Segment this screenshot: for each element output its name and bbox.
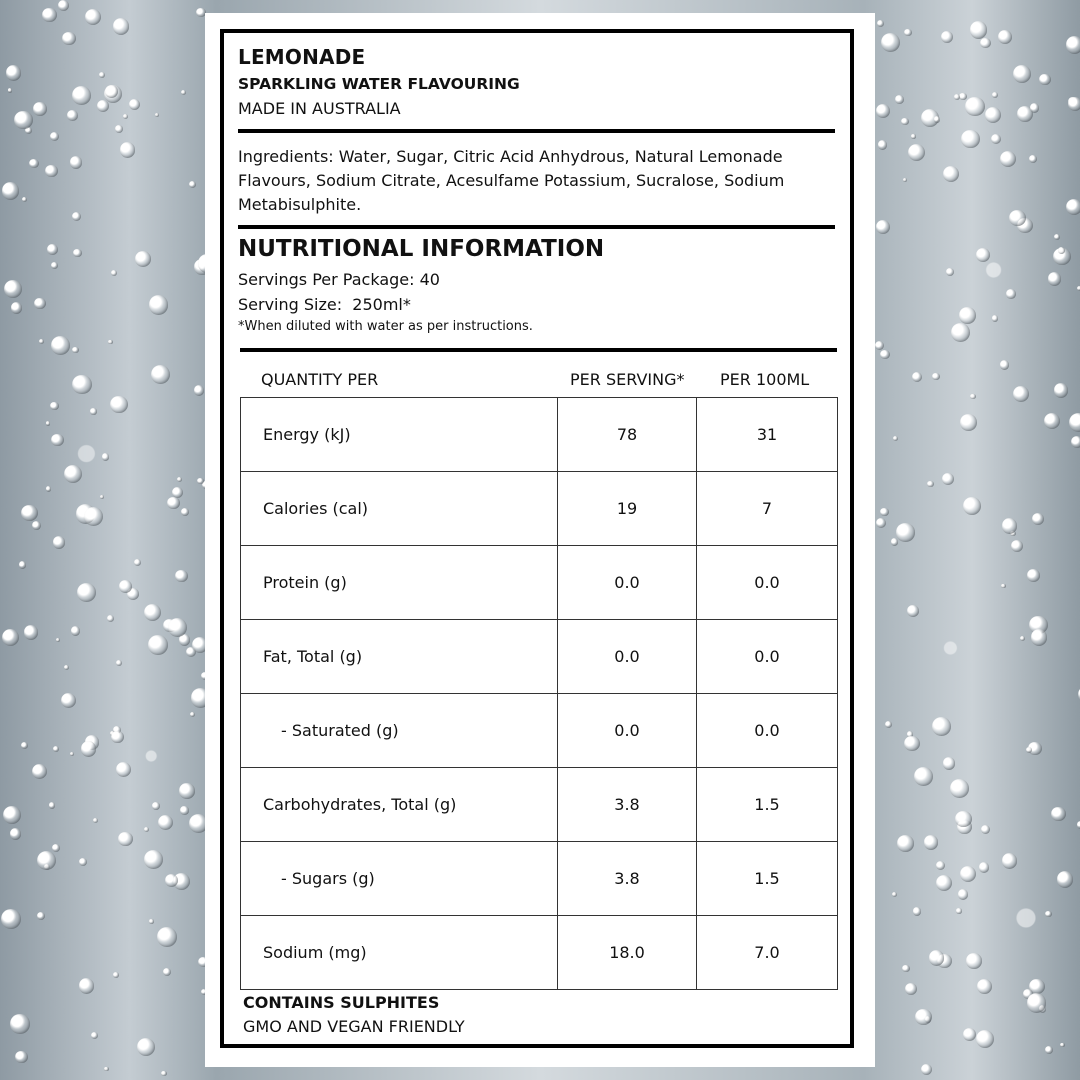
bubble (1030, 103, 1039, 112)
bubble (144, 827, 149, 832)
product-title: LEMONADE (238, 45, 366, 69)
bubble (10, 828, 22, 840)
bubble (911, 134, 915, 138)
bubble (1058, 247, 1065, 254)
bubble (118, 832, 132, 846)
bubble (965, 97, 985, 117)
bubble (127, 588, 139, 600)
bubble (904, 736, 919, 751)
divider (238, 129, 835, 133)
bubble (893, 436, 899, 442)
bubble (177, 477, 182, 482)
bubble (963, 497, 981, 515)
bubble (111, 270, 117, 276)
table-row (241, 546, 838, 620)
bubble (1027, 993, 1046, 1012)
bubble (876, 104, 890, 118)
bubble (32, 521, 41, 530)
bubble (1002, 853, 1017, 868)
bubble (941, 31, 953, 43)
bubble (45, 165, 57, 177)
per-100ml-value: 7.0 (697, 916, 838, 990)
bubble (914, 767, 933, 786)
divider (238, 225, 835, 229)
bubble (34, 298, 46, 310)
bubble (8, 88, 12, 92)
bubble (1026, 747, 1032, 753)
bubble (113, 972, 119, 978)
bubble (904, 29, 911, 36)
bubble (149, 295, 169, 315)
bubble (905, 983, 917, 995)
bubble (72, 86, 91, 105)
per-serving-value: 3.8 (558, 842, 697, 916)
bubble (158, 815, 173, 830)
bubble (102, 453, 110, 461)
bubble (1000, 151, 1016, 167)
bubble (1017, 106, 1033, 122)
bubble (913, 907, 922, 916)
bubble (1057, 871, 1073, 887)
bubble (163, 968, 171, 976)
serving-size: Serving Size: 250ml* (238, 295, 411, 314)
bubble (53, 746, 59, 752)
bubble (895, 95, 904, 104)
bubble (936, 861, 945, 870)
bubble (880, 350, 890, 360)
bubble (135, 251, 151, 267)
bubble (1039, 74, 1050, 85)
bubble (1031, 629, 1047, 645)
per-serving-value: 0.0 (558, 546, 697, 620)
bubble (1032, 513, 1044, 525)
bubble (955, 811, 972, 828)
bubble (179, 783, 194, 798)
bubble (84, 507, 103, 526)
bubble (179, 634, 191, 646)
bubble (932, 717, 951, 736)
bubble (85, 9, 101, 25)
bubble (116, 660, 122, 666)
bubble (100, 495, 104, 499)
nutrition-label-card (205, 13, 875, 1067)
bubble (85, 735, 99, 749)
per-serving-value: 18.0 (558, 916, 697, 990)
bubble (1, 909, 21, 929)
nutrition-title: NUTRITIONAL INFORMATION (238, 236, 605, 262)
nutrient-name: Sodium (mg) (241, 916, 558, 990)
bubble (93, 818, 98, 823)
bubble (161, 1071, 167, 1077)
nutrient-name: - Saturated (g) (241, 694, 558, 768)
bubble (943, 166, 959, 182)
bubble (961, 130, 979, 148)
per-serving-value: 0.0 (558, 620, 697, 694)
dilution-note: *When diluted with water as per instructions. (238, 319, 533, 334)
bubble (985, 107, 1001, 123)
bubble (42, 8, 57, 23)
nutrient-name: Carbohydrates, Total (g) (241, 768, 558, 842)
bubble (123, 114, 128, 119)
bubble (105, 85, 119, 99)
bubble (1068, 97, 1078, 107)
bubble (1001, 584, 1006, 589)
bubble (10, 1014, 30, 1034)
bubble (998, 30, 1012, 44)
bubble (79, 978, 94, 993)
bubble (113, 18, 130, 35)
bubble (110, 731, 116, 737)
bubble (29, 159, 38, 168)
bubble (116, 762, 131, 777)
per-serving-value: 3.8 (558, 768, 697, 842)
bubble (963, 1028, 976, 1041)
bubble (149, 919, 153, 923)
bubble (70, 752, 74, 756)
bubble (912, 372, 923, 383)
bubble (966, 953, 982, 969)
bubble (959, 307, 976, 324)
bubble (881, 33, 900, 52)
bubble (1002, 518, 1017, 533)
bubble (897, 835, 913, 851)
label-border (220, 29, 854, 1048)
bubble (50, 132, 59, 141)
nutrient-name: - Sugars (g) (241, 842, 558, 916)
bubble (120, 142, 135, 157)
bubble (46, 421, 51, 426)
bubble (56, 638, 60, 642)
bubble (186, 647, 196, 657)
per-100ml-value: 0.0 (697, 546, 838, 620)
table-row (241, 694, 838, 768)
bubble (6, 65, 22, 81)
bubble (1054, 234, 1060, 240)
bubble (71, 626, 80, 635)
bubble (197, 478, 204, 485)
bubble (902, 965, 910, 973)
bubble (25, 127, 32, 134)
bubble (97, 100, 109, 112)
bubble (51, 262, 58, 269)
per-100ml-value: 31 (697, 398, 838, 472)
bubble (144, 604, 161, 621)
bubble (937, 954, 952, 969)
bubble (950, 779, 969, 798)
bubble (104, 85, 122, 103)
table-row (241, 472, 838, 546)
bubble (907, 731, 914, 738)
bubble (22, 197, 27, 202)
bubble (958, 889, 969, 900)
bubble (878, 140, 887, 149)
bubble (1054, 383, 1069, 398)
bubble (81, 741, 97, 757)
bubble (880, 508, 889, 517)
bubble (981, 825, 991, 835)
table-row (241, 768, 838, 842)
bubble (1006, 289, 1016, 299)
bubble (932, 373, 940, 381)
per-serving-value: 78 (558, 398, 697, 472)
bubble (1045, 1046, 1053, 1054)
bubble (2, 182, 19, 199)
bubble (76, 504, 96, 524)
bubble (877, 20, 884, 27)
nutrition-table (240, 397, 838, 990)
product-subtitle: SPARKLING WATER FLAVOURING (238, 75, 520, 93)
bubble (77, 583, 95, 601)
bubble (72, 212, 81, 221)
per-100ml-value: 0.0 (697, 620, 838, 694)
bubble (79, 858, 87, 866)
bubble (1044, 413, 1061, 430)
bubble (119, 580, 132, 593)
bubble (1013, 386, 1029, 402)
bubble (924, 835, 939, 850)
bubble (992, 315, 998, 321)
bubble (875, 341, 884, 350)
bubble (976, 1030, 994, 1048)
bubble (956, 908, 962, 914)
per-100ml-value: 1.5 (697, 768, 838, 842)
bubble (1051, 807, 1065, 821)
dietary-claims: GMO AND VEGAN FRIENDLY (243, 1017, 465, 1036)
nutrient-name: Fat, Total (g) (241, 620, 558, 694)
allergen-statement: CONTAINS SULPHITES (243, 993, 440, 1012)
bubble (110, 396, 127, 413)
bubble (32, 764, 47, 779)
bubble (896, 523, 914, 541)
table-row (241, 842, 838, 916)
bubble (1048, 272, 1061, 285)
bubble (51, 434, 63, 446)
bubble (3, 806, 21, 824)
bubble (67, 110, 78, 121)
bubble (908, 144, 925, 161)
bubble (151, 365, 170, 384)
bubble (52, 844, 60, 852)
bubble (891, 538, 899, 546)
bubble (37, 851, 56, 870)
bubble (957, 820, 971, 834)
bubble (181, 508, 189, 516)
bubble (2, 629, 19, 646)
bubble (1000, 360, 1009, 369)
bubble (61, 693, 76, 708)
bubble (1060, 1043, 1064, 1047)
bubble (50, 402, 58, 410)
bubble (113, 726, 121, 734)
bubble (49, 802, 55, 808)
bubble (1066, 199, 1080, 215)
origin-text: MADE IN AUSTRALIA (238, 99, 401, 118)
bubble (976, 248, 990, 262)
bubble (901, 118, 908, 125)
bubble (4, 280, 22, 298)
bubble (1066, 36, 1080, 53)
bubble (943, 757, 956, 770)
bubble (19, 561, 27, 569)
per-100ml-value: 7 (697, 472, 838, 546)
bubble (14, 111, 33, 130)
servings-per-package: Servings Per Package: 40 (238, 270, 440, 289)
bubble (979, 862, 990, 873)
bubble (929, 950, 944, 965)
bubble (1053, 248, 1070, 265)
bubble (21, 505, 37, 521)
bubble (134, 559, 141, 566)
bubble (1023, 989, 1033, 999)
bubble (1010, 531, 1015, 536)
bubble (21, 742, 28, 749)
ingredients-text: Ingredients: Water, Sugar, Citric Acid Anhydrous, Natural Lemonade Flavours, Sodium Citrate, Acesulfame Potassium, Sucralose, Sodium Metabisulphite. (238, 147, 785, 214)
bubble (970, 21, 988, 39)
bubble (1029, 155, 1037, 163)
bubble (921, 1064, 932, 1075)
bubble (163, 619, 176, 632)
bubble (58, 0, 69, 11)
bubble (1013, 65, 1031, 83)
per-100ml-value: 0.0 (697, 694, 838, 768)
per-serving-value: 0.0 (558, 694, 697, 768)
bubble (175, 570, 187, 582)
bubble (62, 32, 76, 46)
bubble (72, 347, 79, 354)
bubble (1011, 540, 1023, 552)
bubble (1045, 911, 1051, 917)
nutrient-name: Protein (g) (241, 546, 558, 620)
bubble (90, 408, 96, 414)
bubble (53, 536, 66, 549)
bubble (11, 302, 23, 314)
bubble (954, 94, 960, 100)
bubble (1009, 210, 1026, 227)
nutrient-name: Energy (kJ) (241, 398, 558, 472)
bubble (173, 873, 190, 890)
bubble (72, 375, 92, 395)
bubble (180, 806, 188, 814)
bubble (1069, 413, 1080, 432)
bubble (108, 340, 112, 344)
header-quantity: QUANTITY PER (261, 370, 379, 389)
bubble (194, 385, 204, 395)
bubble (144, 850, 163, 869)
per-serving-value: 19 (558, 472, 697, 546)
bubble (99, 72, 105, 78)
bubble (876, 220, 890, 234)
bubble (157, 927, 176, 946)
bubble (137, 1038, 155, 1056)
table-row (241, 916, 838, 990)
bubble (934, 116, 941, 123)
bubble (148, 635, 167, 654)
bubble (1039, 1005, 1047, 1013)
bubble (64, 665, 69, 670)
bubble (942, 473, 954, 485)
bubble (165, 874, 178, 887)
bubble (921, 109, 939, 127)
bubble (91, 1032, 98, 1039)
bubble (915, 1009, 931, 1025)
bubble (44, 864, 50, 870)
header-per-100ml: PER 100ML (720, 370, 810, 389)
bubble (885, 721, 892, 728)
bubble (168, 618, 187, 637)
bubble (24, 625, 38, 639)
per-100ml-value: 1.5 (697, 842, 838, 916)
bubble (167, 497, 179, 509)
nutrient-name: Calories (cal) (241, 472, 558, 546)
bubble (33, 102, 46, 115)
bubble (129, 99, 140, 110)
bubble (946, 268, 954, 276)
bubble (155, 113, 159, 117)
bubble (980, 38, 990, 48)
bubble (903, 178, 907, 182)
table-row (241, 398, 838, 472)
bubble (977, 979, 992, 994)
bubble (181, 90, 186, 95)
table-row (241, 620, 838, 694)
bubble (892, 892, 897, 897)
bubble (991, 134, 1001, 144)
bubble (1020, 636, 1025, 641)
bubble (172, 487, 183, 498)
divider (240, 348, 837, 352)
bubble (190, 712, 195, 717)
bubble (1029, 979, 1045, 995)
bubble (1071, 436, 1080, 448)
bubble (907, 605, 919, 617)
bubble (73, 249, 82, 258)
bubble (70, 156, 82, 168)
bubble (15, 1051, 28, 1064)
bubble (111, 731, 124, 744)
bubble (959, 93, 966, 100)
bubble (37, 912, 45, 920)
bubble (46, 486, 51, 491)
bubble (1028, 742, 1042, 756)
bubble (47, 244, 58, 255)
bubble (936, 875, 952, 891)
bubble (960, 866, 976, 882)
bubble (970, 394, 975, 399)
bubble (960, 414, 977, 431)
bubble (925, 1016, 931, 1022)
bubble (992, 92, 999, 99)
bubble (189, 181, 196, 188)
bubble (115, 125, 123, 133)
bubble (1017, 218, 1033, 234)
header-per-serving: PER SERVING* (570, 370, 685, 389)
bubble (64, 465, 82, 483)
bubble (1029, 616, 1048, 635)
bubble (51, 336, 70, 355)
bubble (1027, 569, 1039, 581)
bubble (1077, 286, 1080, 291)
bubble (876, 518, 886, 528)
bubble (107, 615, 114, 622)
bubble (927, 481, 934, 488)
bubble (951, 323, 970, 342)
bubble (104, 1067, 108, 1071)
bubble (39, 339, 44, 344)
bubble (152, 802, 159, 809)
bubble (1068, 97, 1080, 111)
